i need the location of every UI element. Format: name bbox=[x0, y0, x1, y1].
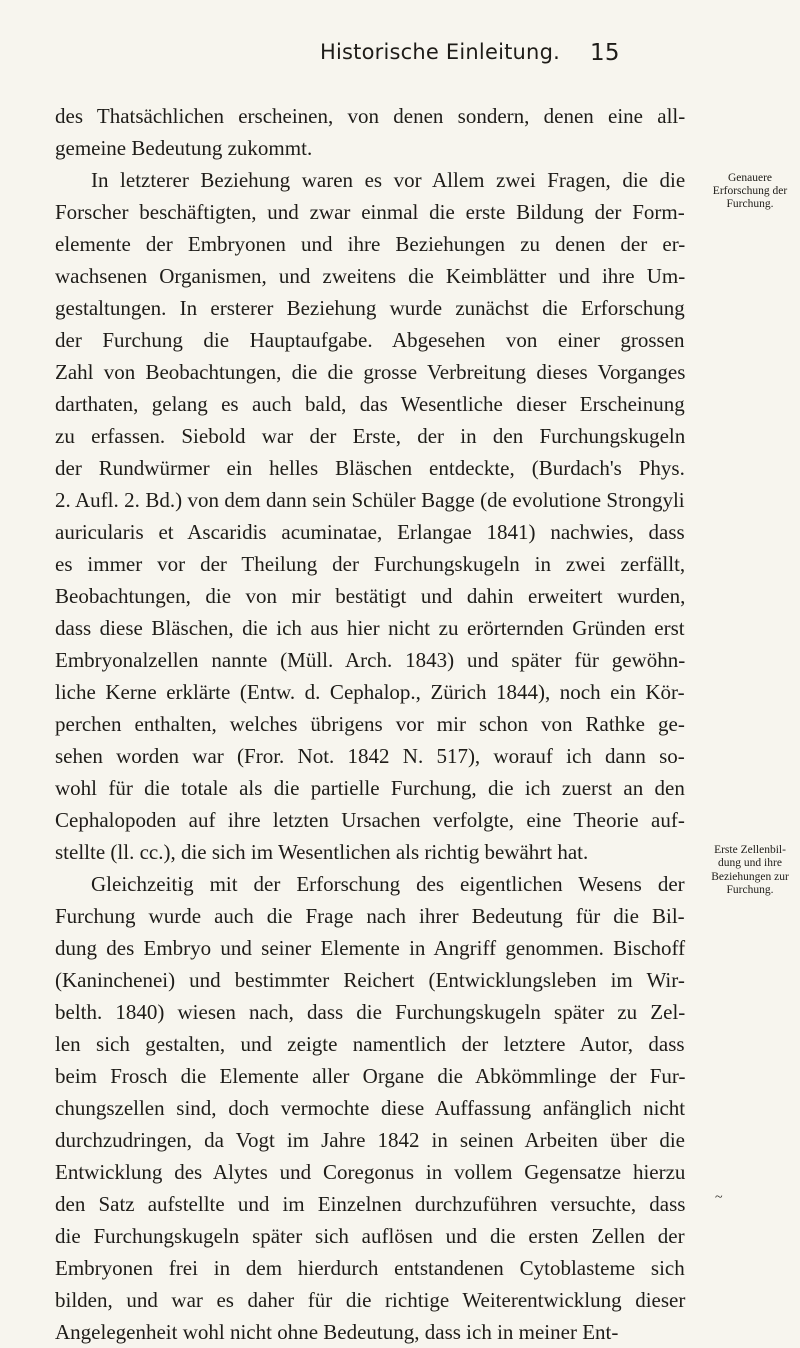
text-line: den Satz aufstellte und im Einzelnen durchzuführen versuchte, dass bbox=[55, 1192, 686, 1216]
text-line: Beobachtungen, die von mir bestätigt und dahin erweitert wurden, bbox=[55, 584, 686, 608]
text-line: gemeine Bedeutung zukommt. bbox=[55, 136, 313, 160]
text-line: der Furchung die Hauptaufgabe. Abgesehen von einer grossen bbox=[55, 328, 685, 352]
text-line: dung des Embryo und seiner Elemente in Angriff genommen. Bischoff bbox=[55, 936, 686, 960]
text-line: darthaten, gelang es auch bald, das Wesentliche dieser Erscheinung bbox=[55, 392, 685, 416]
text-line: stellte (ll. cc.), die sich im Wesentlichen als richtig bewährt hat. bbox=[55, 840, 589, 864]
text-line: Furchung wurde auch die Frage nach ihrer Bedeutung für die Bil- bbox=[55, 904, 685, 928]
margin-note-line: dung und ihre bbox=[718, 857, 782, 869]
text-line: chungszellen sind, doch vermochte diese Auffassung anfänglich nicht bbox=[55, 1096, 686, 1120]
text-line: len sich gestalten, und zeigte namentlich der letztere Autor, dass bbox=[55, 1032, 685, 1056]
margin-note-line: Erste Zellenbil- bbox=[714, 844, 786, 856]
margin-note-line: Furchung. bbox=[726, 198, 774, 210]
text-line: perchen enthalten, welches übrigens vor mir schon von Rathke ge- bbox=[55, 712, 685, 736]
margin-note-line: Beziehungen zur bbox=[711, 871, 789, 883]
text-line: der Rundwürmer ein helles Bläschen entdeckte, (Burdach's Phys. bbox=[55, 456, 685, 480]
text-line: Angelegenheit wohl nicht ohne Bedeutung, dass ich in meiner Ent- bbox=[55, 1320, 619, 1344]
text-line: durchzudringen, da Vogt im Jahre 1842 in seinen Arbeiten über die bbox=[55, 1128, 686, 1152]
text-line: Embryonalzellen nannte (Müll. Arch. 1843) und später für gewöhn- bbox=[55, 648, 686, 672]
text-line: Cephalopoden auf ihre letzten Ursachen verfolgte, eine Theorie auf- bbox=[55, 808, 685, 832]
text-line: des Thatsächlichen erscheinen, von denen sondern, denen eine all- bbox=[55, 104, 686, 128]
text-line: (Kaninchenei) und bestimmter Reichert (Entwicklungsleben im Wir- bbox=[55, 968, 685, 992]
text-line: elemente der Embryonen und ihre Beziehungen zu denen der er- bbox=[55, 232, 686, 256]
sheet-mark: ~ bbox=[715, 1190, 723, 1205]
text-line: Embryonen frei in dem hierdurch entstandenen Cytoblasteme sich bbox=[55, 1256, 685, 1280]
text-line: liche Kerne erklärte (Entw. d. Cephalop., Zürich 1844), noch ein Kör- bbox=[55, 680, 685, 704]
text-line: dass diese Bläschen, die ich aus hier nicht zu erörternden Gründen erst bbox=[55, 616, 685, 640]
text-line: wachsenen Organismen, und zweitens die Keimblätter und ihre Um- bbox=[55, 264, 686, 288]
margin-note-line: Furchung. bbox=[726, 884, 774, 896]
margin-note-line: Genauere bbox=[727, 172, 773, 184]
margin-note-line: Erforschung der bbox=[712, 185, 788, 197]
text-line: bilden, und war es daher für die richtige Weiterentwicklung dieser bbox=[55, 1288, 686, 1312]
text-line: Zahl von Beobachtungen, die die grosse Verbreitung dieses Vorganges bbox=[55, 360, 686, 384]
text-line: Forscher beschäftigten, und zwar einmal die erste Bildung der Form- bbox=[55, 200, 685, 224]
text-line: gestaltungen. In ersterer Beziehung wurde zunächst die Erforschung bbox=[55, 296, 685, 320]
text-line: Entwicklung des Alytes und Coregonus in vollem Gegensatze hierzu bbox=[55, 1160, 686, 1184]
text-line: auricularis et Ascaridis acuminatae, Erlangae 1841) nachwies, dass bbox=[55, 520, 685, 544]
text-line: In letzterer Beziehung waren es vor Allem zwei Fragen, die die bbox=[91, 168, 686, 192]
text-line: beim Frosch die Elemente aller Organe die Abkömmlinge der Fur- bbox=[55, 1064, 686, 1088]
text-line: zu erfassen. Siebold war der Erste, der in den Furchungskugeln bbox=[55, 424, 686, 448]
page-number: 15 bbox=[590, 40, 620, 66]
text-line: es immer vor der Theilung der Furchungskugeln in zwei zerfällt, bbox=[55, 552, 686, 576]
text-line: wohl für die totale als die partielle Furchung, die ich zuerst an den bbox=[55, 776, 685, 800]
text-line: die Furchungskugeln später sich auflösen und die ersten Zellen der bbox=[55, 1224, 685, 1248]
text-line: belth. 1840) wiesen nach, dass die Furchungskugeln später zu Zel- bbox=[55, 1000, 686, 1024]
text-line: Gleichzeitig mit der Erforschung des eigentlichen Wesens der bbox=[91, 872, 685, 896]
running-title: Historische Einleitung. bbox=[320, 40, 560, 64]
text-line: 2. Aufl. 2. Bd.) von dem dann sein Schüler Bagge (de evolutione Strongyli bbox=[55, 488, 685, 512]
text-line: sehen worden war (Fror. Not. 1842 N. 517), worauf ich dann so- bbox=[55, 744, 685, 768]
